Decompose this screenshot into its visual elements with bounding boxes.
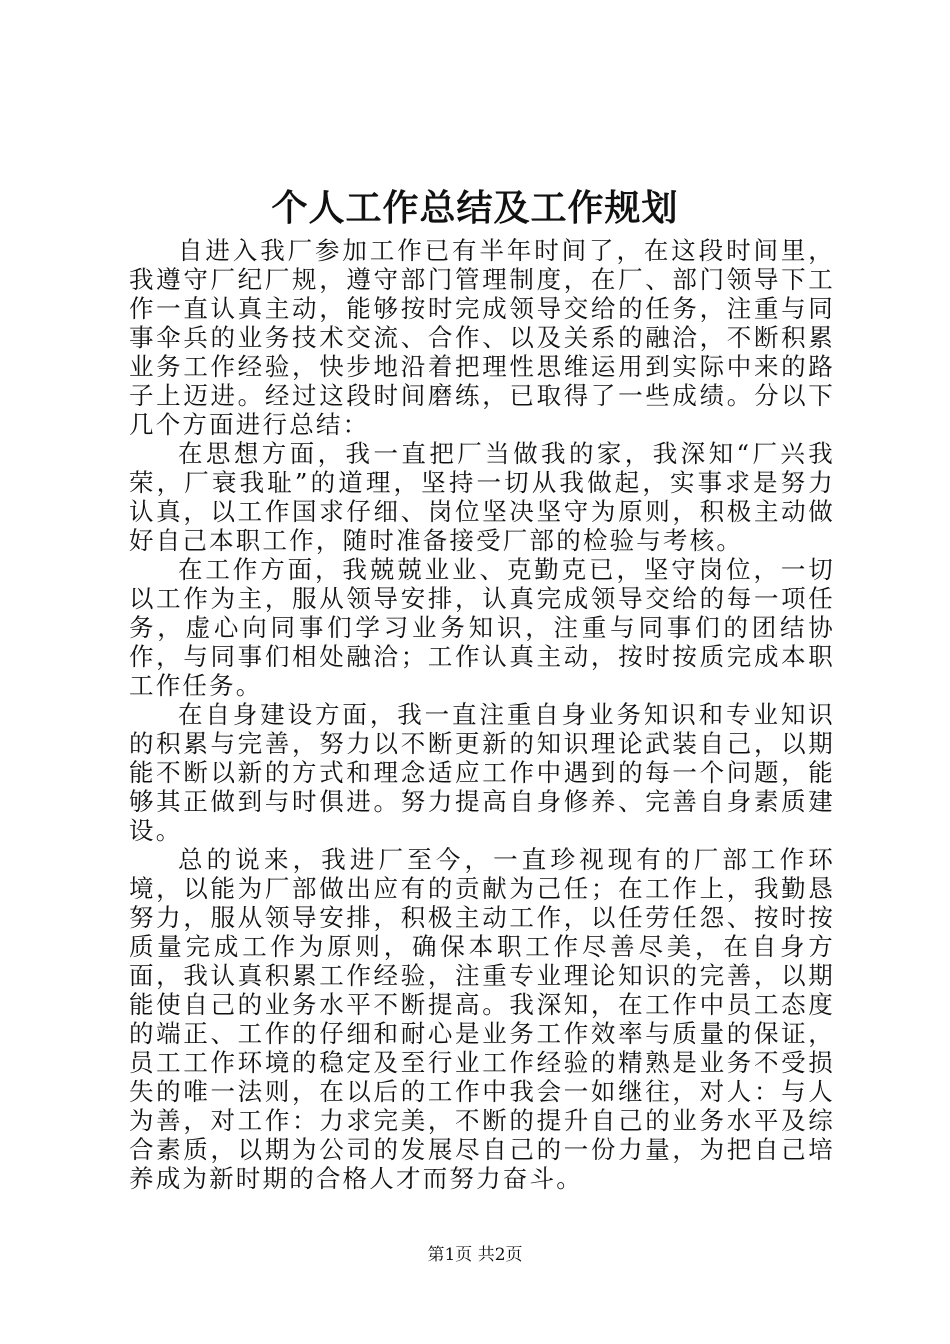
paragraph-work: 在工作方面，我兢兢业业、克勤克已，坚守岗位，一切以工作为主，服从领导安排，认真完成领导交给的每一项任务，虚心向同事们学习业务知识，注重与同事们的团结协作，与同事们相处融洽；工作认真主动，按时按质完成本职工作任务。 <box>129 555 835 700</box>
document-body <box>129 236 835 1193</box>
document-title: 个人工作总结及工作规划 <box>271 187 679 229</box>
paragraph-thought: 在思想方面，我一直把厂当做我的家，我深知“厂兴我荣，厂衰我耻”的道理，坚持一切从我做起，实事求是努力认真，以工作国求仔细、岗位坚决坚守为原则，积极主动做好自己本职工作，随时准备接受厂部的检验与考核。 <box>129 439 835 555</box>
page-number-footer: 第1页 共2页 <box>427 1245 523 1265</box>
paragraph-summary: 总的说来，我进厂至今，一直珍视现有的厂部工作环境，以能为厂部做出应有的贡献为己任；在工作上，我勤恳努力，服从领导安排，积极主动工作，以任劳任怨、按时按质量完成工作为原则，确保本职工作尽善尽美，在自身方面，我认真积累工作经验，注重专业理论知识的完善，以期能使自己的业务水平不断提高。我深知，在工作中员工态度的端正、工作的仔细和耐心是业务工作效率与质量的保证，员工工作环境的稳定及至行业工作经验的精熟是业务不受损失的唯一法则，在以后的工作中我会一如继往，对人：与人为善，对工作：力求完美，不断的提升自己的业务水平及综合素质，以期为公司的发展尽自己的一份力量，为把自己培养成为新时期的合格人才而努力奋斗。 <box>129 845 835 1193</box>
paragraph-self-development: 在自身建设方面，我一直注重自身业务知识和专业知识的积累与完善，努力以不断更新的知识理论武装自己，以期能不断以新的方式和理念适应工作中遇到的每一个问题，能够其正做到与时俱进。努力提高自身修养、完善自身素质建设。 <box>129 700 835 845</box>
paragraph-intro: 自进入我厂参加工作已有半年时间了，在这段时间里，我遵守厂纪厂规，遵守部门管理制度，在厂、部门领导下工作一直认真主动，能够按时完成领导交给的任务，注重与同事伞兵的业务技术交流、合作、以及关系的融洽，不断积累业务工作经验，快步地沿着把理性思维运用到实际中来的路子上迈进。经过这段时间磨练，已取得了一些成绩。分以下几个方面进行总结： <box>129 236 835 439</box>
